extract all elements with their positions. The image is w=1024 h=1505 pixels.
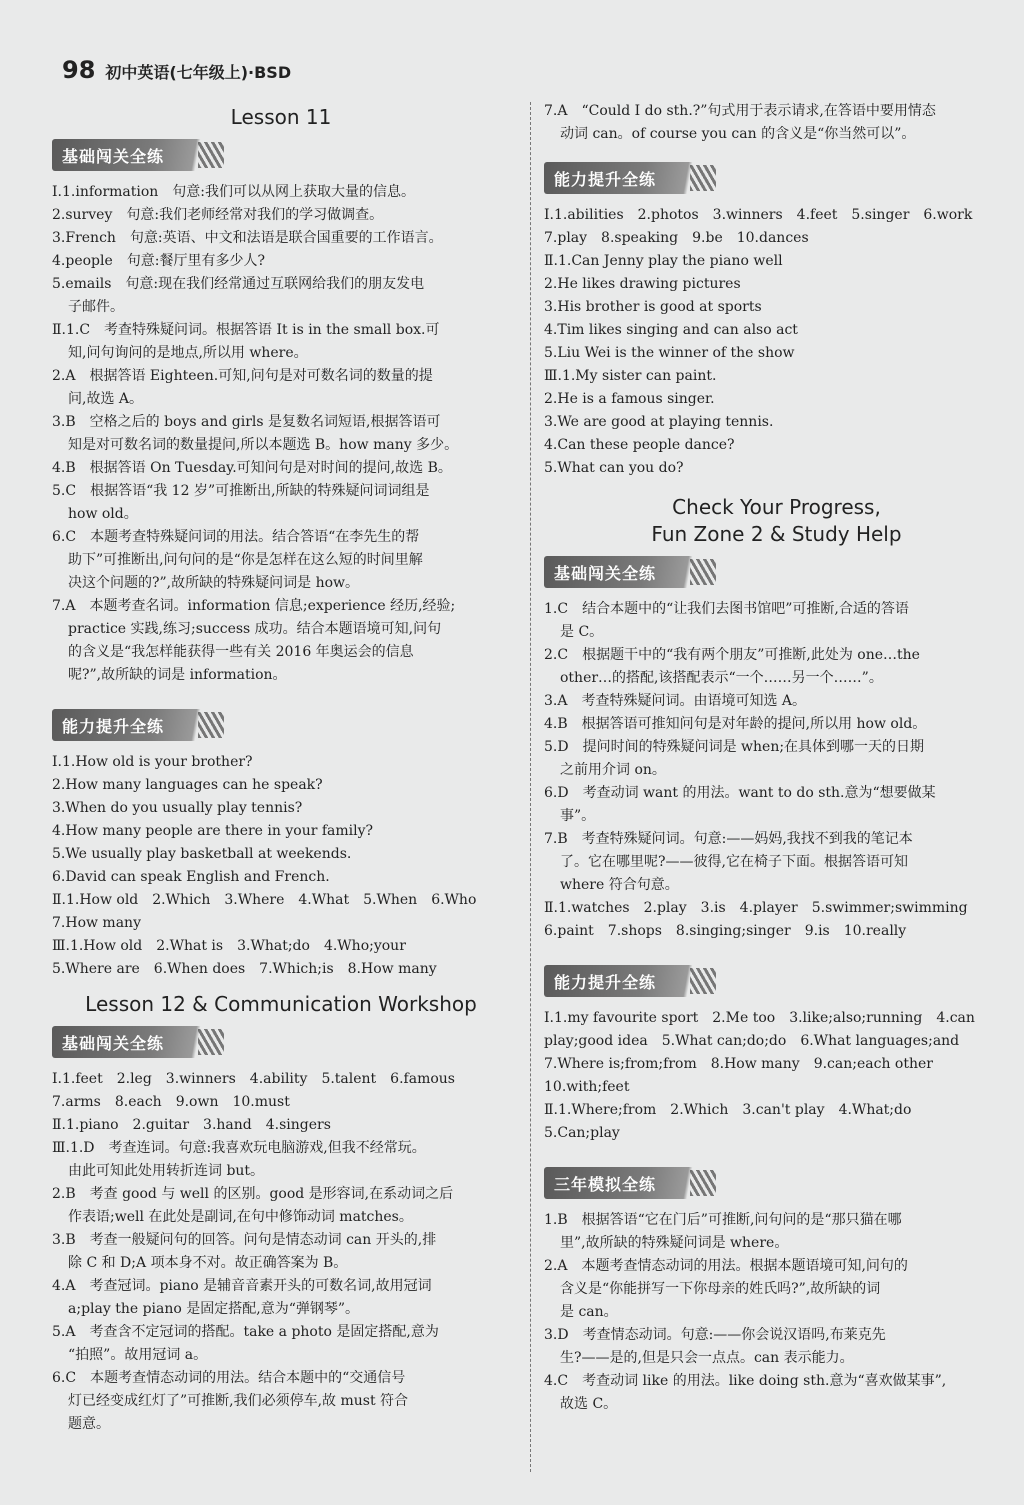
answer-list: [544, 1007, 1009, 1145]
answer-line: 除 C 和 D;A 项本身不对。故正确答案为 B。: [68, 1255, 348, 1271]
answer-line: Ⅱ.1.Where;from 2.Which 3.can't play 4.What;do: [544, 1102, 912, 1118]
answer-line: 2.survey 句意:我们老师经常对我们的学习做调查。: [52, 207, 384, 223]
answer-list: [52, 1068, 510, 1436]
answer-line: Ⅱ.1.watches 2.play 3.is 4.player 5.swimmer;swimming: [544, 900, 968, 916]
answer-line: 3.When do you usually play tennis?: [52, 800, 303, 816]
section-banner-basic: [544, 556, 724, 588]
book-title: 初中英语(七年级上)·BSD: [105, 63, 292, 82]
answer-line: 5.Liu Wei is the winner of the show: [544, 345, 795, 361]
answer-line: 4.B 根据答语可推知问句是对年龄的提问,所以用 how old。: [544, 716, 927, 732]
answer-line: how old。: [68, 506, 138, 522]
answer-line: 6.C 本题考查特殊疑问词的用法。结合答语“在李先生的帮: [52, 529, 420, 545]
answer-line: 3.We are good at playing tennis.: [544, 414, 774, 430]
answer-line: 7.play 8.speaking 9.be 10.dances: [544, 230, 809, 246]
right-column: [544, 100, 1009, 1416]
column-divider: [530, 102, 531, 1472]
answer-line: 里”,故所缺的特殊疑问词是 where。: [560, 1235, 789, 1251]
answer-line: 由此可知此处用转折连词 but。: [68, 1163, 265, 1179]
left-column: [52, 100, 510, 1436]
lesson-11-title: Lesson 11: [230, 105, 332, 129]
answer-line: 4.B 根据答语 On Tuesday.可知问句是对时间的提问,故选 B。: [52, 460, 452, 476]
answer-line: 呢?”,故所缺的词是 information。: [68, 667, 287, 683]
answer-line: 5.What can you do?: [544, 460, 684, 476]
answer-line: 3.A 考查特殊疑问词。由语境可知选 A。: [544, 693, 807, 709]
page-header: [62, 56, 291, 90]
answer-line: 7.A 本题考查名词。information 信息;experience 经历,经验;: [52, 598, 456, 614]
section-banner-basic: [52, 139, 232, 171]
answer-line: 含义是“你能拼写一下你母亲的姓氏吗?”,故所缺的词: [560, 1281, 881, 1297]
answer-line: 助下”可推断出,问句问的是“你是怎样在这么短的时间里解: [68, 552, 423, 568]
answer-line: 4.Can these people dance?: [544, 437, 735, 453]
answer-line: 6.paint 7.shops 8.singing;singer 9.is 10.really: [544, 923, 907, 939]
answer-line: practice 实践,练习;success 成功。结合本题语境可知,问句: [68, 621, 442, 637]
answer-line: 4.Tim likes singing and can also act: [544, 322, 798, 338]
answer-list: [544, 1209, 1009, 1416]
answer-list: [52, 181, 510, 687]
answer-line: 1.B 根据答语“它在门后”可推断,问句问的是“那只猫在哪: [544, 1212, 902, 1228]
section-banner-label: 能力提升全练: [554, 170, 657, 189]
answer-line: 4.A 考查冠词。piano 是辅音音素开头的可数名词,故用冠词: [52, 1278, 432, 1294]
answer-line: other…的搭配,该搭配表示“一个……另一个……”。: [560, 670, 883, 686]
section-banner-ability: [544, 965, 724, 997]
answer-list: [52, 751, 510, 981]
answer-line: 题意。: [68, 1416, 110, 1432]
answer-line: 5.Can;play: [544, 1125, 620, 1141]
answer-line: 2.C 根据题干中的“我有两个朋友”可推断,此处为 one…the: [544, 647, 920, 663]
answer-list: [544, 100, 1009, 146]
answer-line: 生?——是的,但是只会一点点。can 表示能力。: [560, 1350, 854, 1366]
section-banner-label: 能力提升全练: [554, 973, 657, 992]
answer-line: 5.We usually play basketball at weekends.: [52, 846, 352, 862]
answer-line: 5.Where are 6.When does 7.Which;is 8.How many: [52, 961, 437, 977]
section-banner-label: 三年模拟全练: [554, 1175, 657, 1194]
answer-line: 4.How many people are there in your family?: [52, 823, 374, 839]
answer-line: 2.He likes drawing pictures: [544, 276, 741, 292]
answer-line: Ⅱ.1.Can Jenny play the piano well: [544, 253, 783, 269]
answer-line: 6.C 本题考查情态动词的用法。结合本题中的“交通信号: [52, 1370, 406, 1386]
lesson-12-title: Lesson 12 & Communication Workshop: [85, 992, 477, 1016]
answer-line: 灯已经变成红灯了”可推断,我们必须停车,故 must 符合: [68, 1393, 409, 1409]
answer-line: Ⅲ.1.My sister can paint.: [544, 368, 717, 384]
answer-line: 之前用介词 on。: [560, 762, 666, 778]
answer-line: Ⅰ.1.information 句意:我们可以从网上获取大量的信息。: [52, 184, 416, 200]
answer-line: 5.A 考查含不定冠词的搭配。take a photo 是固定搭配,意为: [52, 1324, 439, 1340]
answer-line: 决这个问题的?”,故所缺的特殊疑问词是 how。: [68, 575, 359, 591]
section-banner-label: 基础闯关全练: [62, 1034, 165, 1053]
section-banner-ability: [544, 162, 724, 194]
answer-line: Ⅱ.1.How old 2.Which 3.Where 4.What 5.When 6.Who: [52, 892, 477, 908]
answer-line: 3.French 句意:英语、中文和法语是联合国重要的工作语言。: [52, 230, 443, 246]
answer-list: [544, 204, 1009, 480]
answer-line: Ⅰ.1.How old is your brother?: [52, 754, 253, 770]
answer-line: Ⅰ.1.my favourite sport 2.Me too 3.like;also;running 4.can: [544, 1010, 975, 1026]
answer-line: 7.A “Could I do sth.?”句式用于表示请求,在答语中要用情态: [544, 103, 936, 119]
answer-line: 2.How many languages can he speak?: [52, 777, 323, 793]
answer-line: 7.Where is;from;from 8.How many 9.can;each other: [544, 1056, 933, 1072]
answer-line: Ⅱ.1.C 考查特殊疑问词。根据答语 It is in the small box.可: [52, 322, 440, 338]
answer-line: 7.B 考查特殊疑问词。句意:——妈妈,我找不到我的笔记本: [544, 831, 913, 847]
answer-line: where 符合句意。: [560, 877, 679, 893]
answer-line: Ⅰ.1.abilities 2.photos 3.winners 4.feet 5.singer 6.work: [544, 207, 973, 223]
section-banner-label: 能力提升全练: [62, 717, 165, 736]
answer-line: 3.B 空格之后的 boys and girls 是复数名词短语,根据答语可: [52, 414, 441, 430]
answer-line: 2.He is a famous singer.: [544, 391, 715, 407]
answer-line: 1.C 结合本题中的“让我们去图书馆吧”可推断,合适的答语: [544, 601, 909, 617]
answer-line: 是 C。: [560, 624, 604, 640]
answer-line: 5.emails 句意:现在我们经常通过互联网给我们的朋友发电: [52, 276, 425, 292]
section-banner-exam: [544, 1167, 724, 1199]
answer-line: 3.D 考查情态动词。句意:——你会说汉语吗,布莱克先: [544, 1327, 886, 1343]
answer-line: 2.A 根据答语 Eighteen.可知,问句是对可数名词的数量的提: [52, 368, 433, 384]
answer-line: 4.people 句意:餐厅里有多少人?: [52, 253, 265, 269]
answer-line: 问,故选 A。: [68, 391, 144, 407]
answer-line: Ⅲ.1.How old 2.What is 3.What;do 4.Who;your: [52, 938, 406, 954]
answer-line: 故选 C。: [560, 1396, 618, 1412]
answer-line: 作表语;well 在此处是副词,在句中修饰动词 matches。: [68, 1209, 413, 1225]
answer-line: 7.How many: [52, 915, 141, 931]
answer-line: Ⅰ.1.feet 2.leg 3.winners 4.ability 5.talent 6.famous: [52, 1071, 455, 1087]
answer-line: 3.His brother is good at sports: [544, 299, 762, 315]
answer-line: 6.D 考查动词 want 的用法。want to do sth.意为“想要做某: [544, 785, 936, 801]
section-banner-basic: [52, 1026, 232, 1058]
answer-line: 知,问句询问的是地点,所以用 where。: [68, 345, 308, 361]
page-number: 98: [62, 56, 96, 84]
check-progress-title-2: Fun Zone 2 & Study Help: [651, 522, 902, 546]
answer-line: 事”。: [560, 808, 596, 824]
answer-line: 2.B 考查 good 与 well 的区别。good 是形容词,在系动词之后: [52, 1186, 454, 1202]
answer-line: a;play the piano 是固定搭配,意为“弹钢琴”。: [68, 1301, 360, 1317]
answer-line: “拍照”。故用冠词 a。: [68, 1347, 208, 1363]
answer-line: 3.B 考查一般疑问句的回答。问句是情态动词 can 开头的,排: [52, 1232, 437, 1248]
section-banner-label: 基础闯关全练: [62, 147, 165, 166]
answer-line: 动词 can。of course you can 的含义是“你当然可以”。: [560, 126, 916, 142]
answer-line: 知是对可数名词的数量提问,所以本题选 B。how many 多少。: [68, 437, 459, 453]
answer-line: 5.D 提问时间的特殊疑问词是 when;在具体到哪一天的日期: [544, 739, 925, 755]
check-progress-title-1: Check Your Progress,: [672, 495, 881, 519]
answer-line: Ⅲ.1.D 考查连词。句意:我喜欢玩电脑游戏,但我不经常玩。: [52, 1140, 426, 1156]
answer-list: [544, 598, 1009, 943]
answer-line: 6.David can speak English and French.: [52, 869, 330, 885]
answer-line: 10.with;feet: [544, 1079, 630, 1095]
section-banner-label: 基础闯关全练: [554, 564, 657, 583]
answer-line: 是 can。: [560, 1304, 618, 1320]
answer-line: 2.A 本题考查情态动词的用法。根据本题语境可知,问句的: [544, 1258, 908, 1274]
answer-line: 7.arms 8.each 9.own 10.must: [52, 1094, 290, 1110]
answer-line: 5.C 根据答语“我 12 岁”可推断出,所缺的特殊疑问词词组是: [52, 483, 430, 499]
section-banner-ability: [52, 709, 232, 741]
answer-line: 了。它在哪里呢?——彼得,它在椅子下面。根据答语可知: [560, 854, 908, 870]
answer-line: 4.C 考查动词 like 的用法。like doing sth.意为“喜欢做某事”,: [544, 1373, 947, 1389]
answer-line: 子邮件。: [68, 299, 124, 315]
answer-line: Ⅱ.1.piano 2.guitar 3.hand 4.singers: [52, 1117, 331, 1133]
answer-line: 的含义是“我怎样能获得一些有关 2016 年奥运会的信息: [68, 644, 414, 660]
answer-line: play;good idea 5.What can;do;do 6.What languages;and: [544, 1033, 960, 1049]
